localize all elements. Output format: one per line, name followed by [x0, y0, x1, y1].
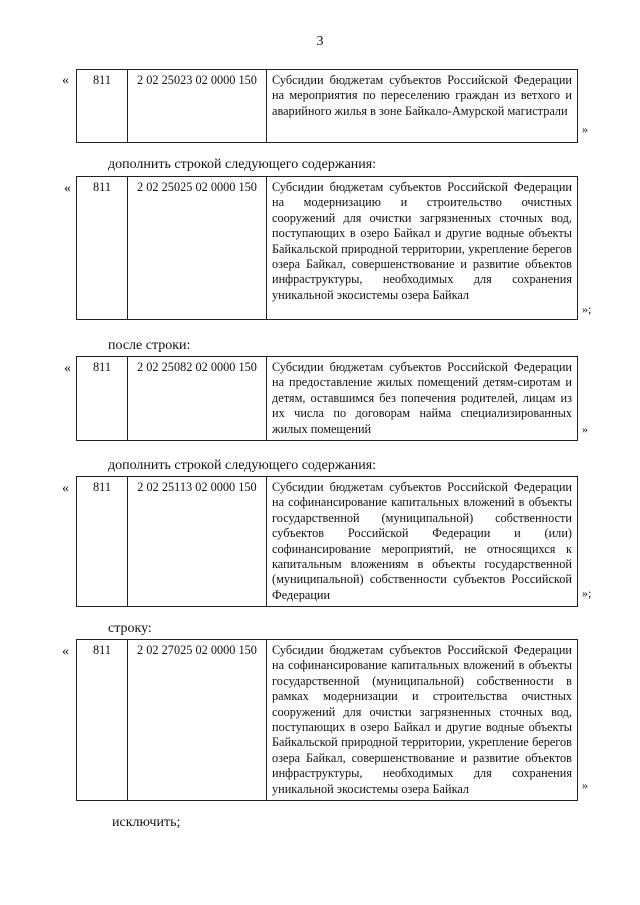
opening-quote: «	[62, 73, 69, 88]
table-row	[77, 640, 578, 801]
closing-quote: »;	[582, 302, 592, 316]
revenue-description-cell: Субсидии бюджетам субъектов Российской Федерации на предоставление жилых помещений детям-сиротам и детям, оставшимся без попечения родителей, лицам из их числа по договорам найма специализированных жилых помещений	[267, 357, 578, 441]
instruction-add-row-2: дополнить строкой следующего содержания:	[108, 458, 377, 473]
opening-quote: «	[62, 644, 69, 659]
page-number: 3	[316, 34, 324, 49]
instruction-after-row: после строки:	[108, 338, 191, 353]
table-row	[77, 357, 578, 441]
admin-code-cell: 811	[77, 177, 128, 320]
instruction-row-label: строку:	[108, 621, 152, 636]
budget-classification-code-cell: 2 02 25025 02 0000 150	[128, 177, 267, 320]
closing-quote: »;	[582, 586, 592, 600]
admin-code-cell: 811	[77, 357, 128, 441]
revenue-description-cell: Субсидии бюджетам субъектов Российской Федерации на софинансирование капитальных вложений в объекты государственной (муниципальной) собственности субъектов Российской Федерации и (или) софинансирование мероприятий, не относящихся к капитальным вложениям в объекты государственной (муниципальной) собственности субъектов Российской Федерации	[267, 477, 578, 607]
budget-code-table-4	[76, 476, 578, 607]
opening-quote: «	[62, 481, 69, 496]
budget-code-table-3	[76, 356, 578, 441]
instruction-add-row-1: дополнить строкой следующего содержания:	[108, 157, 377, 172]
budget-code-table-1	[76, 69, 578, 143]
admin-code-cell: 811	[77, 70, 128, 143]
budget-code-table-2	[76, 176, 578, 320]
instruction-exclude: исключить;	[112, 815, 181, 830]
opening-quote: «	[64, 361, 71, 376]
budget-classification-code-cell: 2 02 25082 02 0000 150	[128, 357, 267, 441]
revenue-description-cell: Субсидии бюджетам субъектов Российской Федерации на мероприятия по переселению граждан из ветхого и аварийного жилья в зоне Байкало-Амурской магистрали	[267, 70, 578, 143]
table-row	[77, 70, 578, 143]
budget-classification-code-cell: 2 02 25113 02 0000 150	[128, 477, 267, 607]
closing-quote: »	[582, 122, 588, 136]
table-row	[77, 177, 578, 320]
table-row	[77, 477, 578, 607]
opening-quote: «	[64, 181, 71, 196]
budget-code-table-5	[76, 639, 578, 801]
budget-classification-code-cell: 2 02 27025 02 0000 150	[128, 640, 267, 801]
closing-quote: »	[582, 422, 588, 436]
admin-code-cell: 811	[77, 640, 128, 801]
closing-quote: »	[582, 778, 588, 792]
budget-classification-code-cell: 2 02 25023 02 0000 150	[128, 70, 267, 143]
revenue-description-cell: Субсидии бюджетам субъектов Российской Федерации на софинансирование капитальных вложений в объекты государственной (муниципальной) собственности в рамках модернизации и строительства очистных сооружений для очистки загрязненных сточных вод, поступающих в озеро Байкал и другие водные объекты Байкальской природной территории, укрепление берегов озера Байкал, совершенствование и развитие объектов инфраструктуры, необходимых для сохранения уникальной экосистемы озера Байкал	[267, 640, 578, 801]
revenue-description-cell: Субсидии бюджетам субъектов Российской Федерации на модернизацию и строительство очистных сооружений для очистки загрязненных сточных вод, поступающих в озеро Байкал и другие водные объекты Байкальской природной территории, укрепление берегов озера Байкал, совершенствование и развитие объектов инфраструктуры, необходимых для сохранения уникальной экосистемы озера Байкал	[267, 177, 578, 320]
admin-code-cell: 811	[77, 477, 128, 607]
